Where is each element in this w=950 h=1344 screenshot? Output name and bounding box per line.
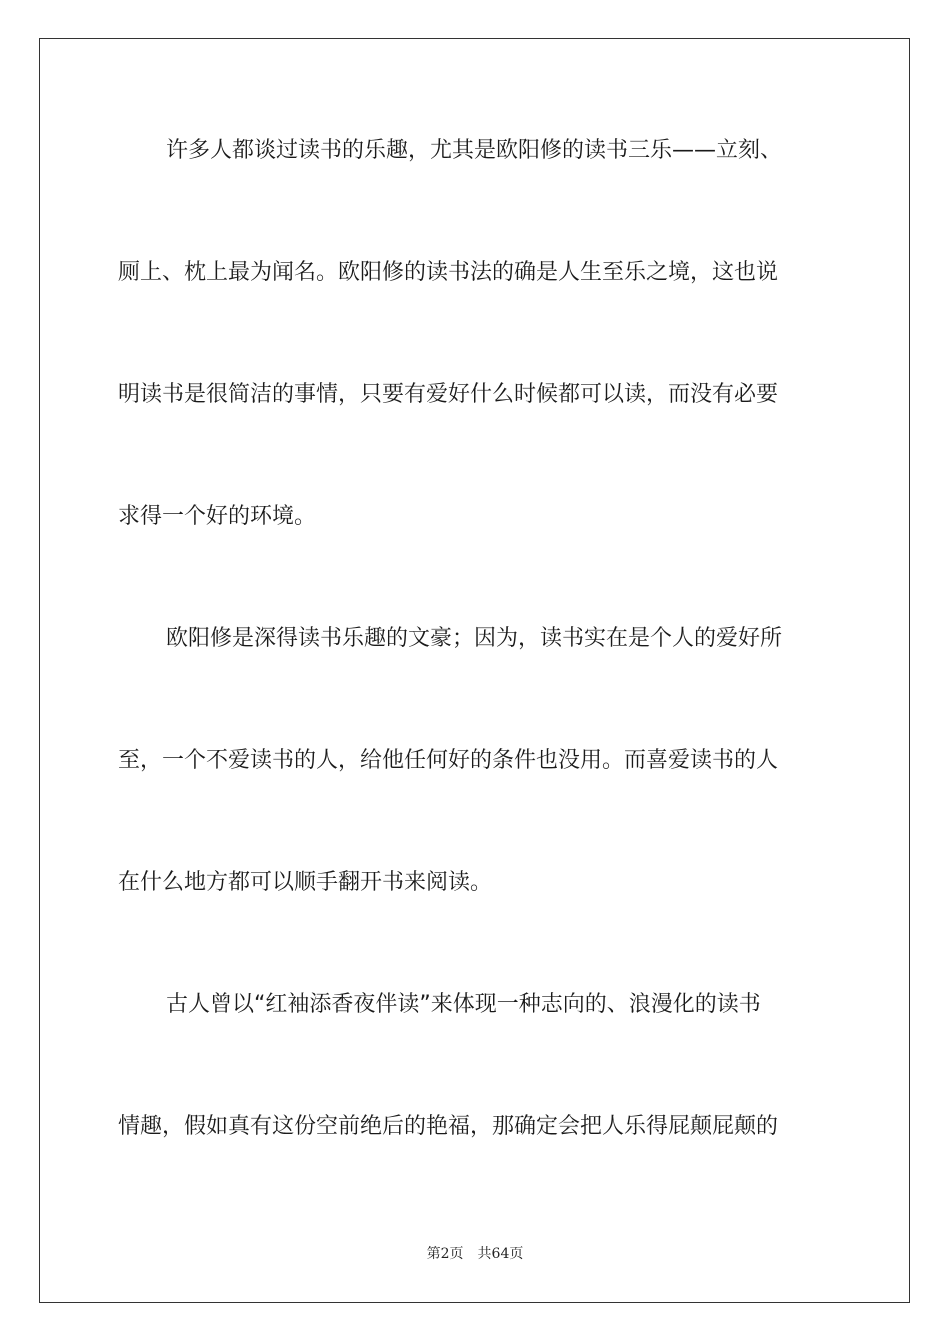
paragraph-2-line-1: 欧阳修是深得读书乐趣的文豪；因为，读书实在是个人的爱好所 — [166, 626, 783, 651]
paragraph-1-line-2: 厕上、枕上最为闻名。欧阳修的读书法的确是人生至乐之境，这也说 — [118, 260, 779, 285]
paragraph-1-line-4: 求得一个好的环境。 — [118, 504, 317, 529]
paragraph-3-line-2: 情趣，假如真有这份空前绝后的艳福，那确定会把人乐得屁颠屁颠的 — [118, 1114, 779, 1139]
paragraph-1-line-1: 许多人都谈过读书的乐趣，尤其是欧阳修的读书三乐——立刻、 — [166, 138, 783, 163]
paragraph-1-line-3: 明读书是很简洁的事情，只要有爱好什么时候都可以读，而没有必要 — [118, 382, 779, 407]
paragraph-2-line-2: 至，一个不爱读书的人，给他任何好的条件也没用。而喜爱读书的人 — [118, 748, 779, 773]
page-total: 共64页 — [477, 1246, 524, 1262]
paragraph-3-line-1: 古人曾以“红袖添香夜伴读”来体现一种志向的、浪漫化的读书 — [166, 992, 761, 1017]
page-number: 第2页 — [426, 1246, 464, 1262]
paragraph-2-line-3: 在什么地方都可以顺手翻开书来阅读。 — [118, 870, 493, 895]
page-footer — [0, 1243, 950, 1263]
